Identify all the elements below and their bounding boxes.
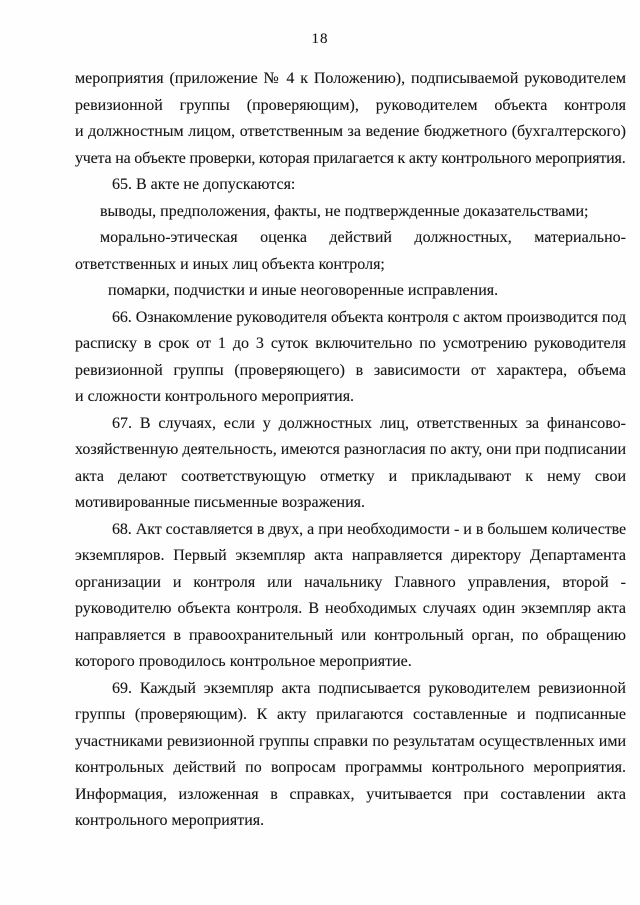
- text-line: морально-этическая оценка действий должностных, материально-: [100, 229, 626, 246]
- paragraph-p65-item-3: [75, 278, 626, 305]
- paragraph-p66: [75, 305, 626, 411]
- text-line: расписку в срок от 1 до 3 суток включительно по усмотрению руководителя: [75, 335, 626, 352]
- text-line: выводы, предположения, факты, не подтвержденные доказательствами;: [100, 202, 589, 220]
- text-line: Информация, изложенная в справках, учитывается при составлении акта: [75, 785, 626, 803]
- document-body: [75, 66, 626, 835]
- text-line: ревизионной группы (проверяющим), руководителем объекта контроля: [75, 96, 626, 114]
- text-line: и должностным лицом, ответственным за ведение бюджетного (бухгалтерского): [75, 123, 626, 140]
- text-line: участниками ревизионной группы справки по результатам осуществленных ими: [75, 732, 626, 750]
- text-line: направляется в правоохранительный или контрольный орган, по обращению: [75, 626, 626, 644]
- paragraph-continuation: [75, 66, 626, 172]
- text-line: 67. В случаях, если у должностных лиц, ответственных за финансово-: [112, 414, 626, 432]
- text-line: 68. Акт составляется в двух, а при необходимости - и в большем количестве: [112, 520, 626, 538]
- text-line: учета на объекте проверки, которая прилагается к акту контрольного мероприятия.: [75, 149, 626, 167]
- text-line: помарки, подчистки и иные неоговоренные исправления.: [108, 282, 499, 299]
- paragraph-p67: [75, 411, 626, 517]
- text-line: акта делают соответствующую отметку и прикладывают к нему свои: [75, 467, 626, 485]
- text-line: ревизионной группы (проверяющего) в зависимости от характера, объема: [75, 361, 626, 379]
- text-line: экземпляров. Первый экземпляр акта направляется директору Департамента: [75, 547, 626, 564]
- text-line: которого проводилось контрольное мероприятие.: [75, 653, 412, 670]
- text-line: и сложности контрольного мероприятия.: [75, 388, 355, 405]
- text-line: 66. Ознакомление руководителя объекта контроля с актом производится под: [112, 308, 626, 326]
- text-line: хозяйственную деятельность, имеются разногласия по акту, они при подписании: [75, 441, 626, 458]
- paragraph-p65-item-1: [75, 199, 626, 226]
- text-line: мотивированные письменные возражения.: [75, 494, 366, 511]
- text-line: контрольного мероприятия.: [75, 812, 265, 829]
- text-line: 69. Каждый экземпляр акта подписывается руководителем ревизионной: [112, 679, 626, 697]
- text-line: группы (проверяющим). К акту прилагаются составленные и подписанные: [75, 706, 626, 723]
- text-line: 65. В акте не допускаются:: [112, 176, 296, 193]
- text-line: ответственных и иных лиц объекта контроля;: [75, 255, 385, 273]
- text-line: мероприятия (приложение № 4 к Положению), подписываемой руководителем: [75, 70, 626, 87]
- text-line: руководителю объекта контроля. В необходимых случаях один экземпляр акта: [75, 600, 626, 617]
- paragraph-p68: [75, 517, 626, 676]
- page-number: 18: [311, 31, 329, 47]
- text-line: контрольных действий по вопросам программы контрольного мероприятия.: [75, 759, 626, 776]
- paragraph-p65: [75, 172, 626, 199]
- paragraph-p69: [75, 676, 626, 835]
- paragraph-p65-item-2: [75, 225, 626, 278]
- text-line: организации и контроля или начальнику Главного управления, второй -: [75, 573, 626, 591]
